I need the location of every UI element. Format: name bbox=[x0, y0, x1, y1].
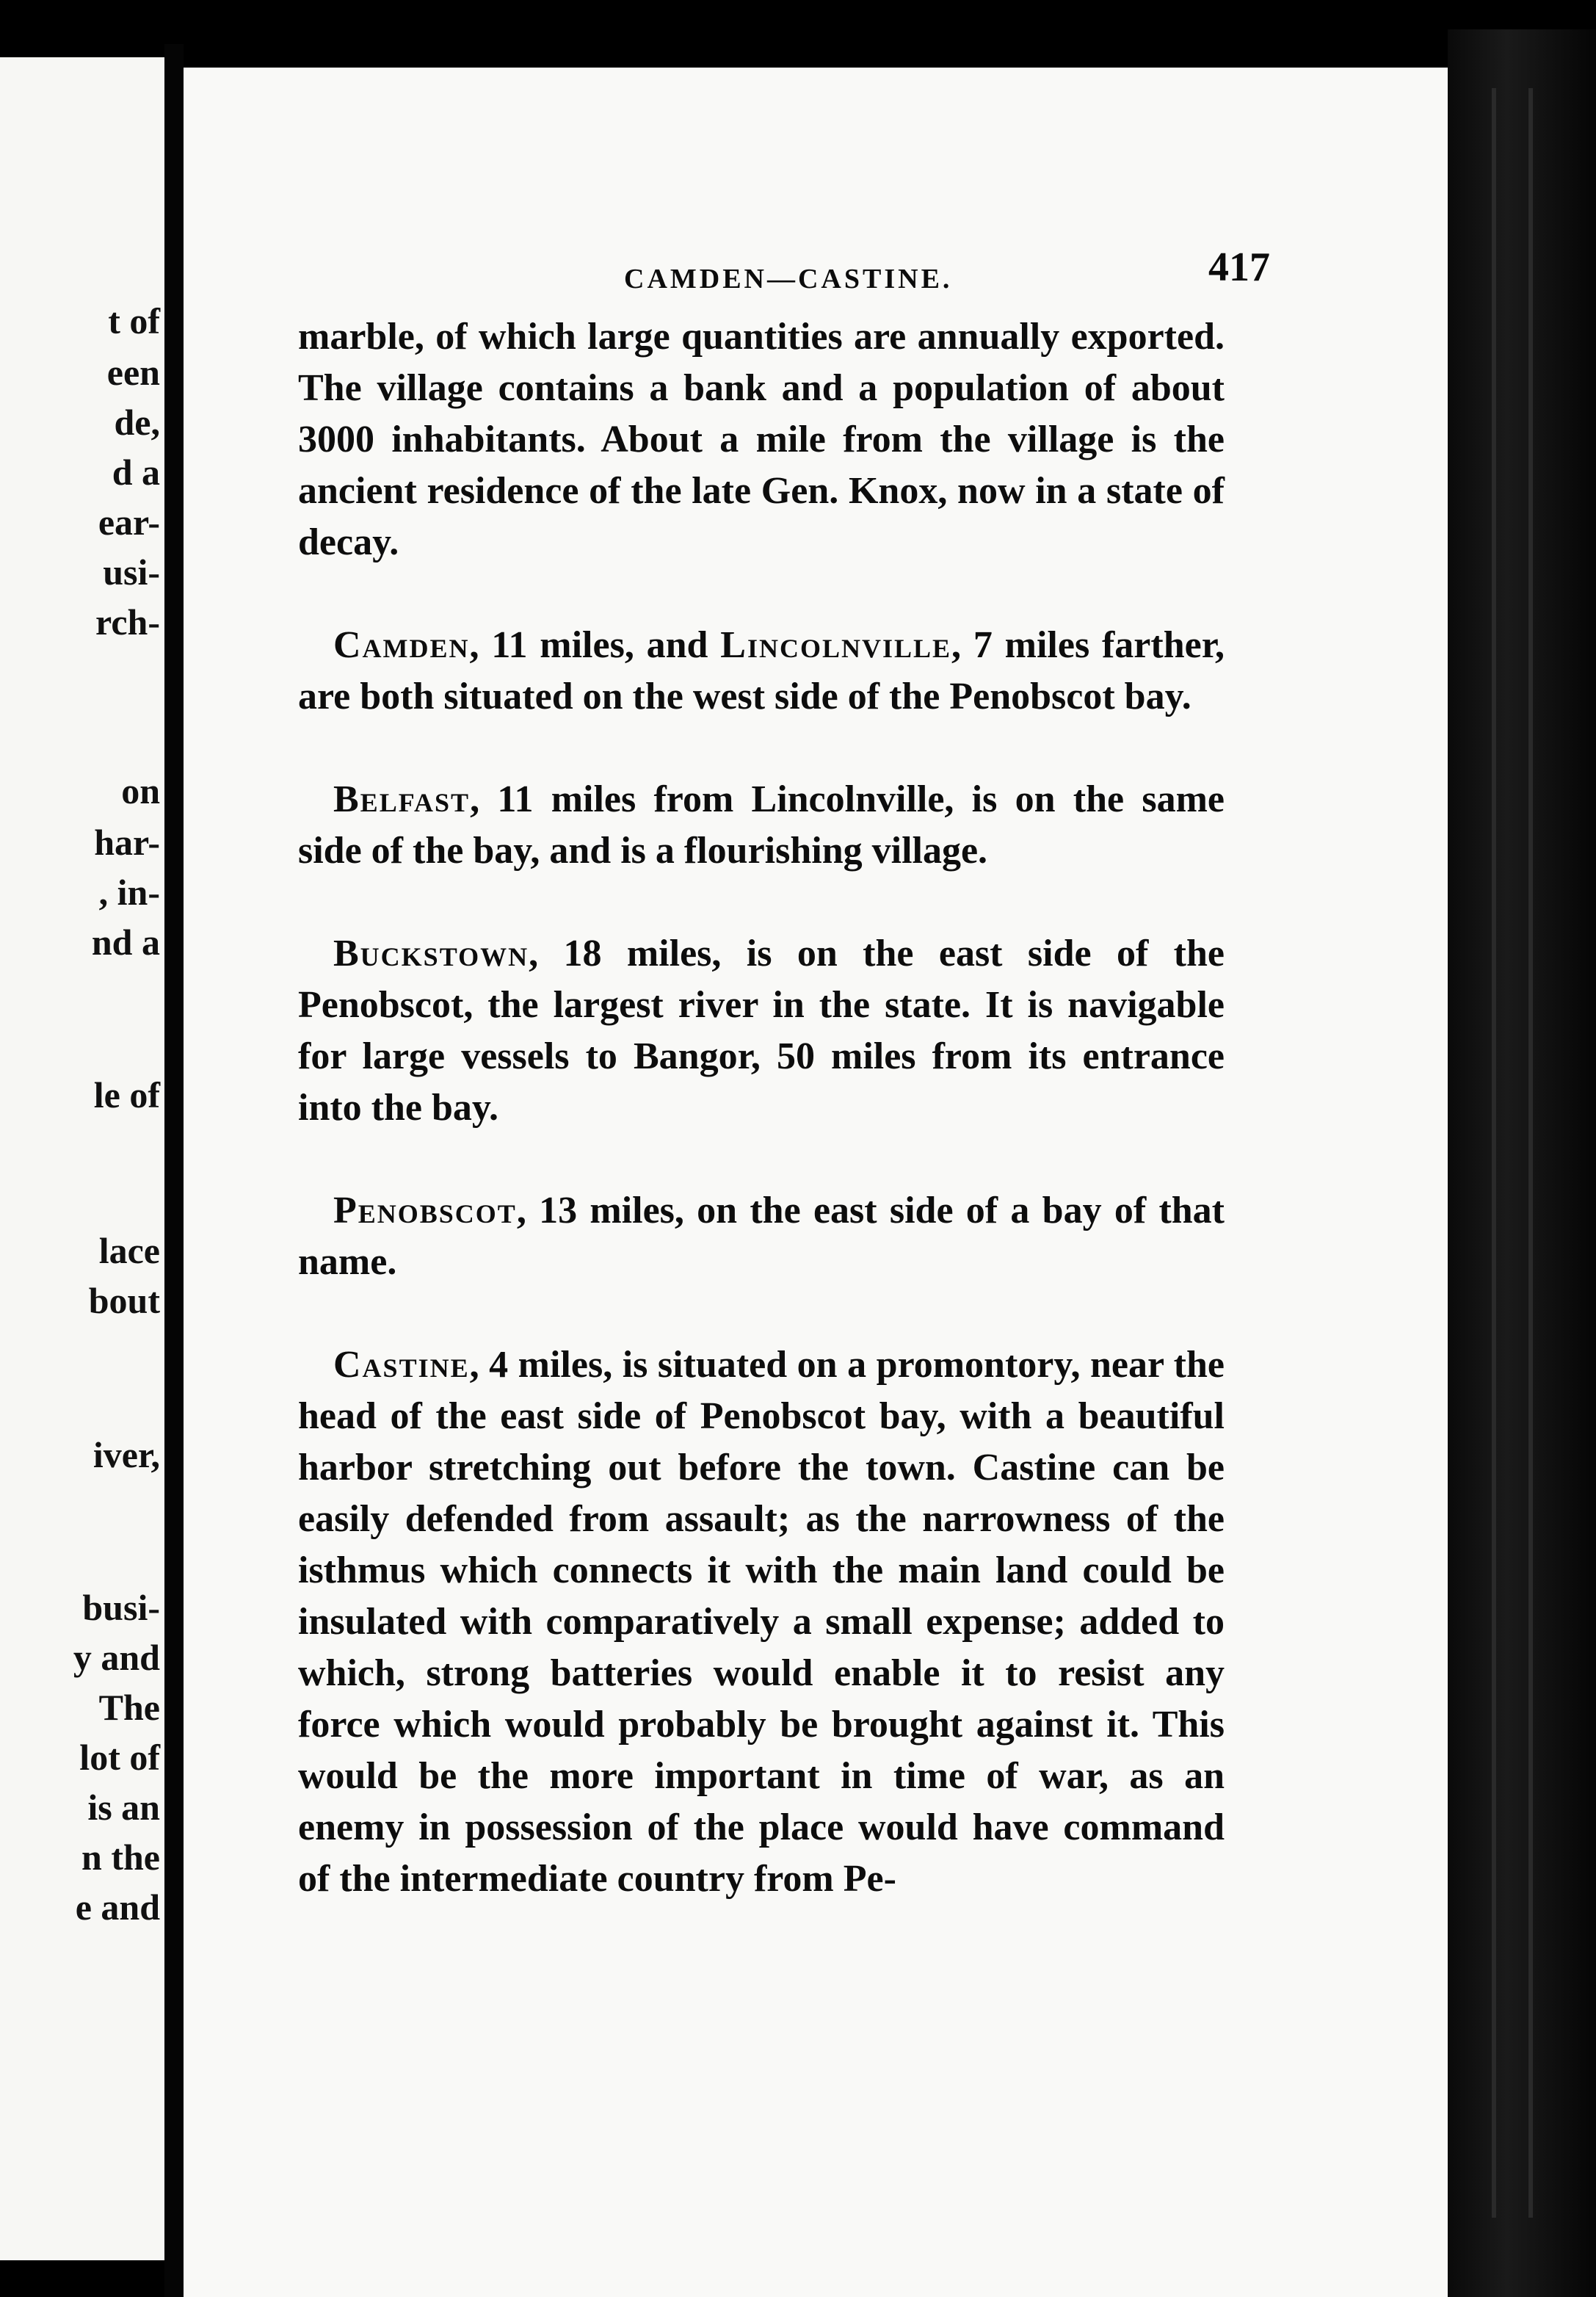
page-header bbox=[184, 244, 1448, 303]
left-line: n the bbox=[81, 1837, 160, 1878]
paragraph-marble bbox=[298, 311, 1225, 568]
place-name: Buckstown bbox=[333, 933, 529, 974]
left-line: e and bbox=[75, 1887, 160, 1928]
place-name: Lincolnville bbox=[720, 624, 952, 666]
place-name: Penobscot bbox=[333, 1190, 517, 1231]
left-line: y and bbox=[73, 1637, 160, 1678]
left-line: lace bbox=[98, 1230, 160, 1271]
paragraph-castine bbox=[298, 1339, 1225, 1905]
left-line: on bbox=[121, 770, 160, 811]
paragraph-text: , 13 miles, on the east side of a bay of that name. bbox=[298, 1190, 1225, 1283]
running-head: CAMDEN—CASTINE. bbox=[624, 264, 953, 294]
left-line: de, bbox=[114, 402, 160, 443]
paragraph-text: , 11 miles from Lincolnville, is on the same side of the bay, and is a flourishing village. bbox=[298, 778, 1225, 872]
paragraph-camden bbox=[298, 620, 1225, 723]
left-line: usi- bbox=[103, 551, 160, 593]
left-line: har- bbox=[94, 822, 160, 863]
book-page bbox=[184, 68, 1448, 2297]
paragraph-penobscot bbox=[298, 1185, 1225, 1288]
page-edge-line bbox=[1528, 88, 1533, 2218]
paragraph-belfast bbox=[298, 774, 1225, 877]
left-line: nd a bbox=[91, 922, 160, 963]
left-line: rch- bbox=[95, 601, 160, 643]
page-body bbox=[298, 311, 1225, 1956]
left-line: t of bbox=[108, 300, 160, 341]
page-edge-line bbox=[1492, 88, 1496, 2218]
left-line: , in- bbox=[98, 872, 160, 913]
page-gutter bbox=[164, 44, 184, 2297]
left-line: een bbox=[106, 352, 160, 393]
left-line: busi- bbox=[82, 1587, 160, 1628]
left-line: The bbox=[98, 1687, 160, 1728]
paragraph-text: , 18 miles, is on the east side of the Penobscot, the largest river in the state. It is navigable for large vessels to Bangor, 50 miles from its entrance into the bay. bbox=[298, 933, 1225, 1129]
left-line: iver, bbox=[93, 1434, 160, 1475]
place-name: Camden bbox=[333, 624, 470, 666]
left-line: is an bbox=[87, 1787, 160, 1828]
paragraph-text: , 7 miles farther, are both situated on the west side of the Penobscot bay. bbox=[298, 624, 1225, 717]
paragraph-text: marble, of which large quantities are annually exported. The village contains a bank and a population of about 3000 inhabitants. About a mile from the village is the ancient residence of the late Gen. Knox, now in a state of decay. bbox=[298, 316, 1225, 563]
previous-page-fragment bbox=[0, 57, 164, 2260]
page-edge-shadow bbox=[1448, 29, 1596, 2297]
paragraph-text: , 11 miles, and bbox=[469, 624, 721, 666]
left-line: bout bbox=[88, 1280, 160, 1321]
left-line: ear- bbox=[98, 502, 160, 543]
paragraph-buckstown bbox=[298, 928, 1225, 1134]
paragraph-text: , 4 miles, is situated on a promontory, near the head of the east side of Penobscot bay, with a beautiful harbor stretching out before the town. Castine can be easily defended from assault; as the narrowness of the isthmus which connects it with the main land could be insulated with comparatively a small expense; added to which, strong batteries would enable it to resist any force which would probably be brought against it. This would be the more important in time of war, as an enemy in possession of the place would have command of the intermediate country from Pe- bbox=[298, 1344, 1225, 1900]
left-line: d a bbox=[112, 452, 160, 493]
left-line: le of bbox=[93, 1074, 160, 1115]
left-line: lot of bbox=[79, 1737, 160, 1778]
place-name: Castine bbox=[333, 1344, 470, 1386]
page-number: 417 bbox=[1208, 245, 1270, 290]
place-name: Belfast bbox=[333, 778, 471, 820]
